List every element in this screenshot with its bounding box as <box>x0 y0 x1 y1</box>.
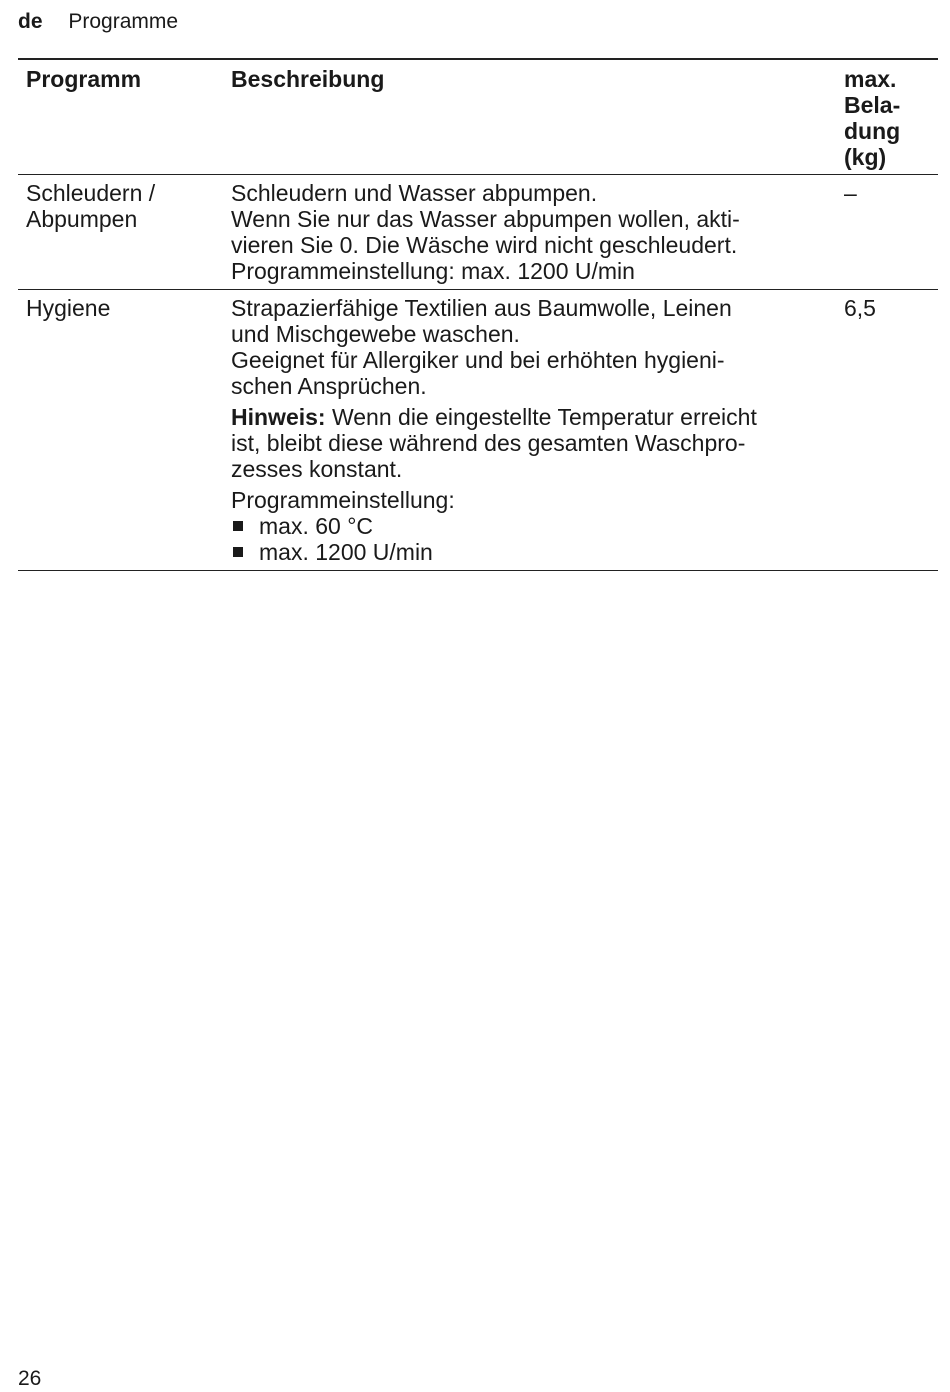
program-cell <box>18 175 223 290</box>
settings-bullet-text: max. 60 °C <box>259 513 374 539</box>
table-row <box>18 175 938 290</box>
program-cell: Hygiene <box>18 290 223 571</box>
settings-bullet-text: max. 1200 U/min <box>259 539 433 565</box>
header-max-load-line: max. <box>844 66 897 92</box>
description-line: vieren Sie 0. Die Wäsche wird nicht geschleudert. <box>231 232 738 258</box>
header-max-load <box>836 59 938 175</box>
load-cell: – <box>836 175 938 290</box>
header-max-load-line: (kg) <box>844 144 887 170</box>
square-bullet-icon <box>233 521 243 531</box>
note-line: ist, bleibt diese während des gesamten Waschpro- <box>231 430 746 456</box>
note-line <box>231 404 828 430</box>
description-line: Strapazierfähige Textilien aus Baumwolle, Leinen <box>231 295 732 321</box>
settings-label: Programmeinstellung: <box>231 487 455 513</box>
header-max-load-line: Bela- <box>844 92 901 118</box>
page-number: 26 <box>18 1367 42 1390</box>
table-row <box>18 290 938 571</box>
settings-bullet-item <box>231 539 828 565</box>
description-line: Schleudern und Wasser abpumpen. <box>231 180 598 206</box>
note-line: zesses konstant. <box>231 456 403 482</box>
description-line: Programmeinstellung: max. 1200 U/min <box>231 258 635 284</box>
note-label: Hinweis: <box>231 404 326 430</box>
description-line: Geeignet für Allergiker und bei erhöhten hygieni- <box>231 347 725 373</box>
description-line: und Mischgewebe waschen. <box>231 321 520 347</box>
program-name-line: Abpumpen <box>26 206 138 232</box>
load-cell: 6,5 <box>836 290 938 571</box>
table-header-row <box>18 59 938 175</box>
section-title: Programme <box>68 10 179 33</box>
settings-bullet-item <box>231 513 828 539</box>
page-header <box>18 8 178 36</box>
square-bullet-icon <box>233 547 243 557</box>
header-max-load-line: dung <box>844 118 901 144</box>
header-program: Programm <box>18 59 223 175</box>
program-name-line: Schleudern / <box>26 180 156 206</box>
description-line: schen Ansprüchen. <box>231 373 427 399</box>
program-table <box>18 58 938 571</box>
description-line: Wenn Sie nur das Wasser abpumpen wollen, akti- <box>231 206 740 232</box>
description-cell <box>223 290 836 571</box>
description-cell <box>223 175 836 290</box>
note-text: Wenn die eingestellte Temperatur erreicht <box>325 404 757 430</box>
header-description: Beschreibung <box>223 59 836 175</box>
language-label: de <box>18 10 43 33</box>
